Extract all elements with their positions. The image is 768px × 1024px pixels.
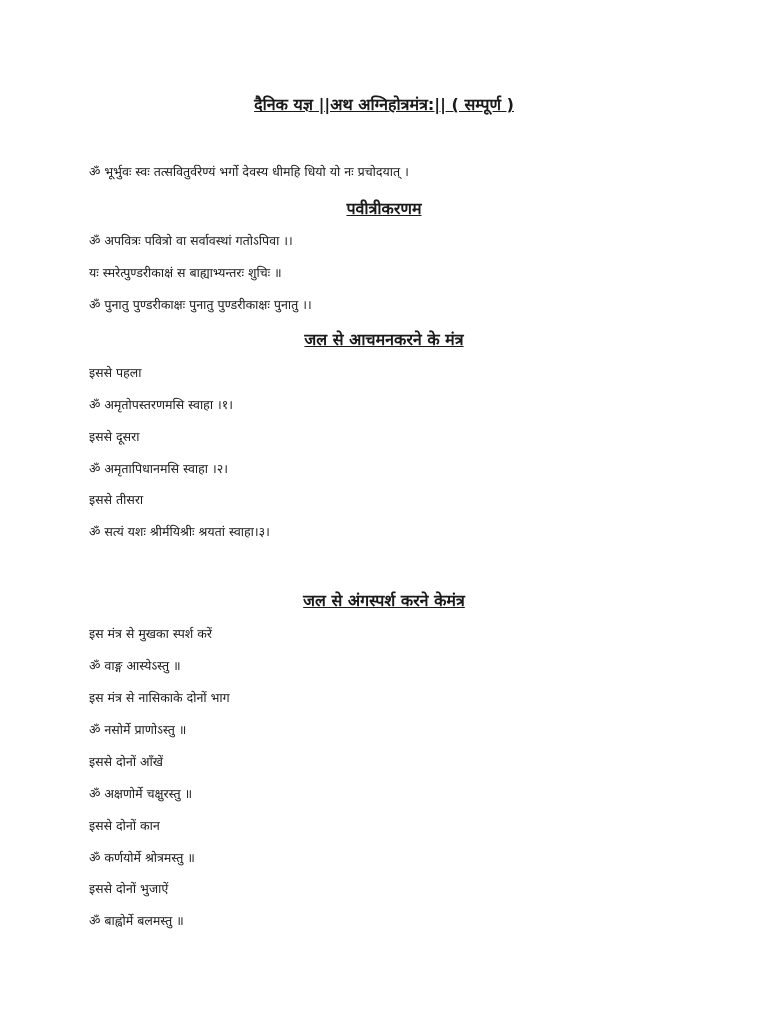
mantra-line: ॐ कर्णयोर्मे श्रोत्रमस्तु ॥: [89, 850, 195, 865]
section-heading-achaman: जल से आचमनकरने के मंत्र: [304, 330, 464, 349]
instruction-line: इस मंत्र से मुखका स्पर्श करें: [89, 626, 212, 641]
instruction-line: इससे दोनों भुजाऐं: [89, 881, 169, 896]
section-heading-pavitrikaranam: पवीत्रीकरणम: [346, 199, 422, 218]
gayatri-mantra: ॐ भूर्भुवः स्वः तत्सवितुर्वरेण्यं भर्गो देवस्य धीमहि धियो यो नः प्रचोदयात् ।: [89, 164, 409, 179]
mantra-line: ॐ अमृतोपस्तरणमसि स्वाहा ।१।: [89, 397, 234, 412]
mantra-line: ॐ अमृतापिधानमसि स्वाहा ।२।: [89, 461, 228, 476]
instruction-line: इससे पहला: [89, 365, 142, 380]
instruction-line: इस मंत्र से नासिकाके दोनों भाग: [89, 690, 230, 705]
document-title: दैनिक यज्ञ ||अथ अग्निहोत्रमंत्र:|| ( सम्पूर्ण ): [254, 95, 514, 114]
mantra-line: ॐ पुनातु पुण्डरीकाक्षः पुनातु पुण्डरीकाक्षः पुनातु ।।: [89, 297, 312, 312]
section-heading-angsparsh: जल से अंगस्पर्श करने केमंत्र: [303, 591, 465, 610]
mantra-line: यः स्मरेत्पुण्डरीकाक्षं स बाह्याभ्यन्तरः शुचिः ॥: [89, 265, 282, 280]
instruction-line: इससे तीसरा: [89, 492, 144, 507]
mantra-line: ॐ नसोर्मे प्राणोऽस्तु ॥: [89, 722, 187, 737]
mantra-line: ॐ अपवित्रः पवित्रो वा सर्वावस्थां गतोऽपिवा ।।: [89, 233, 293, 248]
mantra-line: ॐ वाङ्ग आस्येऽस्तु ॥: [89, 658, 181, 673]
mantra-line: ॐ सत्यं यशः श्रीर्मयिश्रीः श्रयतां स्वाहा।३।: [89, 524, 270, 539]
mantra-line: ॐ अक्षणोर्मे चक्षुरस्तु ॥: [89, 786, 193, 801]
mantra-line: ॐ बाह्वोर्मे बलमस्तु ॥: [89, 913, 184, 928]
instruction-line: इससे दूसरा: [89, 429, 140, 444]
instruction-line: इससे दोनों आँखें: [89, 754, 164, 769]
instruction-line: इससे दोनों कान: [89, 818, 160, 833]
